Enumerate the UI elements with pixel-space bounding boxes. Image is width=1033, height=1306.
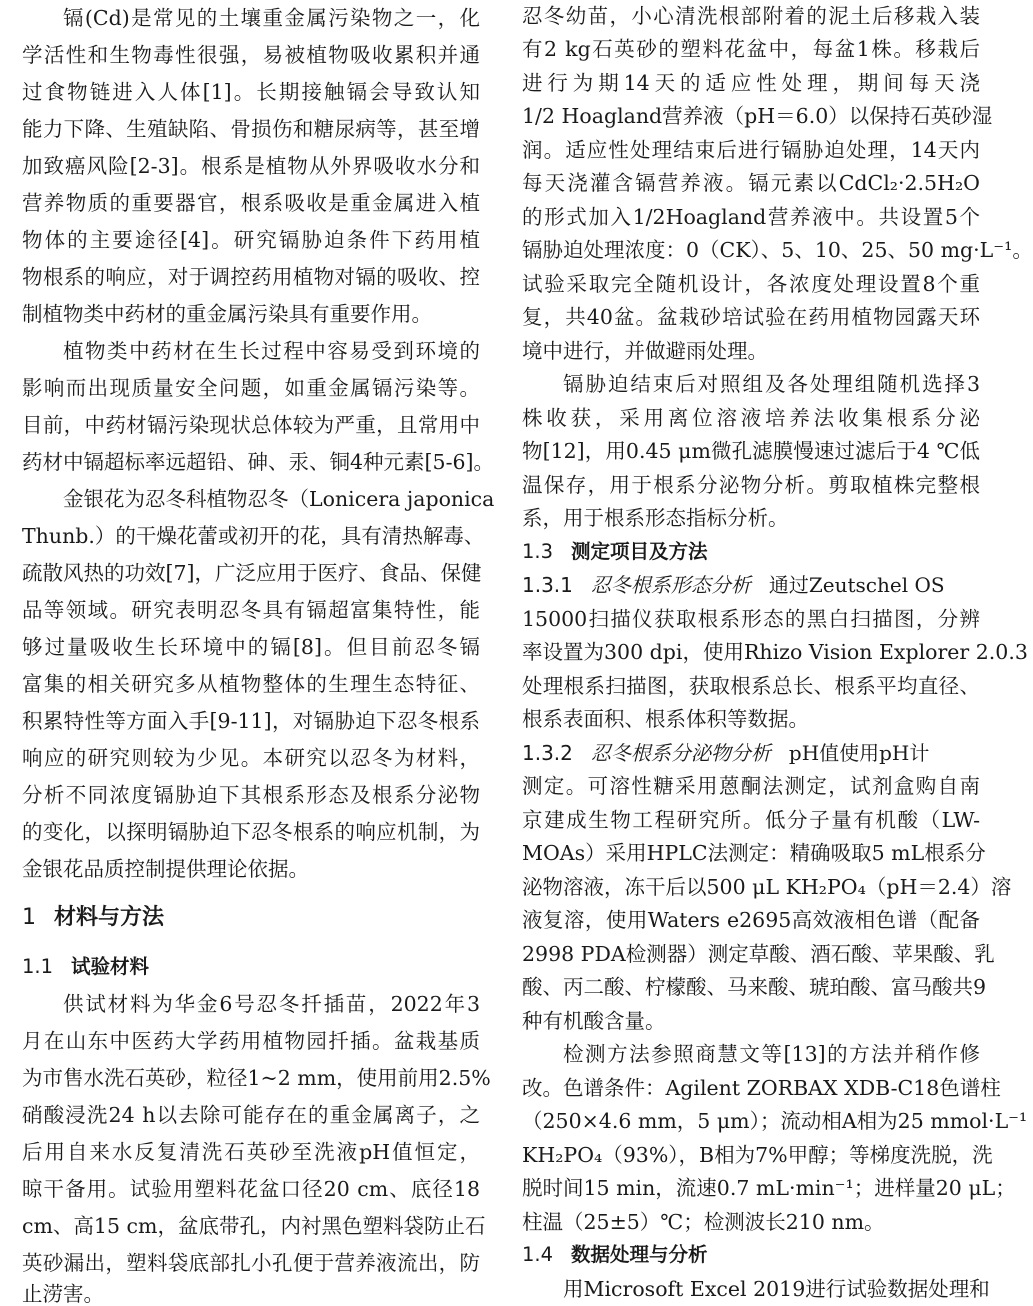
- left-column: [22, 0, 495, 1306]
- text-line: （250×4.6 mm，5 μm）；流动相A相为25 mmol·L⁻¹: [522, 1109, 1028, 1134]
- text-line: 富集的相关研究多从植物整体的生理生态特征、: [22, 672, 480, 696]
- text-line: 供试材料为华金6号忍冬扦插苗，2022年3: [63, 992, 480, 1016]
- text-line: 加致癌风险[2-3]。根系是植物从外界吸收水分和: [22, 154, 480, 178]
- text-line: 柱温（25±5）℃；检测波长210 nm。: [522, 1209, 885, 1234]
- text-line: 的变化，以探明镉胁迫下忍冬根系的响应机制，为: [22, 820, 480, 844]
- text-line: 根系表面积、根系体积等数据。: [522, 707, 809, 732]
- subsection-number: 1.1: [22, 955, 54, 978]
- text-line: 每天浇灌含镉营养液。镉元素以CdCl₂·2.5H₂O: [522, 171, 980, 196]
- text-line: 复，共40盆。盆栽砂培试验在药用植物园露天环: [522, 305, 980, 330]
- text-line: 忍冬幼苗，小心清洗根部附着的泥土后移栽入装: [522, 4, 980, 28]
- text-line: 15000扫描仪获取根系形态的黑白扫描图，分辨: [522, 606, 980, 631]
- subsection-heading: [522, 1239, 980, 1271]
- section-heading: [22, 897, 480, 939]
- subsubsection-title: 忍冬根系形态分析: [590, 573, 751, 598]
- text-line: 金银花品质控制提供理论依据。: [22, 857, 309, 881]
- text-line: 检测方法参照商慧文等[13]的方法并稍作修: [563, 1042, 980, 1067]
- text-line: 为市售水洗石英砂，粒径1~2 mm，使用前用2.5%: [22, 1066, 491, 1090]
- text-line: 株收获，采用离位溶液培养法收集根系分泌: [522, 405, 980, 430]
- text-line: 目前，中药材镉污染现状总体较为严重，且常用中: [22, 413, 480, 437]
- section-title: 材料与方法: [54, 905, 165, 930]
- heading-run-in-text: 通过Zeutschel OS: [768, 573, 945, 598]
- text-line: 改。色谱条件：Agilent ZORBAX XDB-C18色谱柱: [522, 1075, 1001, 1100]
- subsubsection-number: 1.3.2: [522, 740, 573, 765]
- text-line: 影响而出现质量安全问题，如重金属镉污染等。: [22, 376, 480, 400]
- text-line: 药材中镉超标率远超铅、砷、汞、铜4种元素[5-6]。: [22, 450, 495, 474]
- text-line: 用Microsoft Excel 2019进行试验数据处理和: [563, 1276, 990, 1301]
- text-line: 物体的主要途径[4]。研究镉胁迫条件下药用植: [22, 228, 480, 252]
- text-line: 泌物溶液，冻干后以500 μL KH₂PO₄（pH＝2.4）溶: [522, 874, 1012, 899]
- subsubsection-number: 1.3.1: [522, 573, 573, 598]
- text-line: 有2 kg石英砂的塑料花盆中，每盆1株。移栽后: [522, 37, 980, 62]
- text-line: 物[12]，用0.45 μm微孔滤膜慢速过滤后于4 ℃低: [522, 439, 980, 464]
- text-line: 京建成生物工程研究所。低分子量有机酸（LW-: [522, 807, 980, 832]
- text-line: 镉胁迫结束后对照组及各处理组随机选择3: [563, 372, 980, 397]
- subsection-heading: [522, 536, 980, 568]
- subsection-number: 1.4: [522, 1243, 554, 1267]
- text-line: cm、高15 cm，盆底带孔，内衬黑色塑料袋防止石: [22, 1214, 486, 1238]
- subsection-number: 1.3: [522, 539, 554, 563]
- text-line: 试验采取完全随机设计，各浓度处理设置8个重: [522, 271, 980, 296]
- text-line: 后用自来水反复清洗石英砂至洗液pH值恒定，: [22, 1140, 480, 1164]
- text-line: 液复溶，使用Waters e2695高效液相色谱（配备: [522, 908, 980, 933]
- right-column: [522, 0, 1033, 1306]
- text-line: 学活性和生物毒性很强，易被植物吸收累积并通: [22, 43, 480, 67]
- text-line: 种有机酸含量。: [522, 1008, 666, 1033]
- text-line: 系，用于根系形态指标分析。: [522, 506, 789, 531]
- text-line: 疏散风热的功效[7]，广泛应用于医疗、食品、保健: [22, 561, 482, 585]
- text-line: 金银花为忍冬科植物忍冬（Lonicera japonica: [63, 487, 495, 511]
- text-line: 分析不同浓度镉胁迫下其根系形态及根系分泌物: [22, 783, 480, 807]
- text-line: 进行为期14天的适应性处理，期间每天浇: [522, 70, 980, 95]
- text-line: 月在山东中医药大学药用植物园扦插。盆栽基质: [22, 1029, 480, 1053]
- text-line: 境中进行，并做避雨处理。: [522, 338, 768, 363]
- text-line: 品等领域。研究表明忍冬具有镉超富集特性，能: [22, 598, 480, 622]
- text-line: MOAs）采用HPLC法测定：精确吸取5 mL根系分: [522, 841, 986, 866]
- subsubsection-heading: [522, 569, 980, 601]
- text-line: 的形式加入1/2Hoagland营养液中。共设置5个: [522, 204, 980, 229]
- text-line: 能力下降、生殖缺陷、骨损伤和糖尿病等，甚至增: [22, 117, 480, 141]
- text-line: 温保存，用于根系分泌物分析。剪取植株完整根: [522, 472, 980, 497]
- subsubsection-title: 忍冬根系分泌物分析: [590, 740, 771, 765]
- text-line: 制植物类中药材的重金属污染具有重要作用。: [22, 302, 432, 326]
- text-line: 营养物质的重要器官，根系吸收是重金属进入植: [22, 191, 480, 215]
- text-line: 镉(Cd)是常见的土壤重金属污染物之一，化: [63, 6, 480, 30]
- text-line: 够过量吸收生长环境中的镉[8]。但目前忍冬镉: [22, 635, 480, 659]
- text-line: 止涝害。: [22, 1282, 104, 1306]
- text-line: 2998 PDA检测器）测定草酸、酒石酸、苹果酸、乳: [522, 941, 995, 966]
- text-line: 处理根系扫描图，获取根系总长、根系平均直径、: [522, 673, 980, 698]
- text-line: 响应的研究则较为少见。本研究以忍冬为材料，: [22, 746, 480, 770]
- text-line: 镉胁迫处理浓度：0（CK）、5、10、25、50 mg·L⁻¹。: [522, 238, 1033, 263]
- text-line: 物根系的响应，对于调控药用植物对镉的吸收、控: [22, 265, 480, 289]
- text-line: 积累特性等方面入手[9-11]，对镉胁迫下忍冬根系: [22, 709, 480, 733]
- text-line: Thunb.）的干燥花蕾或初开的花，具有清热解毒、: [22, 524, 485, 548]
- text-line: 润。适应性处理结束后进行镉胁迫处理，14天内: [522, 137, 980, 162]
- text-line: 植物类中药材在生长过程中容易受到环境的: [63, 339, 480, 363]
- text-line: 酸、丙二酸、柠檬酸、马来酸、琥珀酸、富马酸共9: [522, 975, 987, 1000]
- subsubsection-heading: [522, 737, 980, 769]
- subsection-title: 测定项目及方法: [571, 539, 708, 563]
- text-line: 测定。可溶性糖采用蒽酮法测定，试剂盒购自南: [522, 774, 980, 799]
- text-line: KH₂PO₄（93%），B相为7%甲醇；等梯度洗脱，洗: [522, 1142, 993, 1167]
- heading-run-in-text: pH值使用pH计: [788, 740, 930, 765]
- text-line: 英砂漏出，塑料袋底部扎小孔便于营养液流出，防: [22, 1251, 480, 1275]
- text-line: 晾干备用。试验用塑料花盆口径20 cm、底径18: [22, 1177, 480, 1201]
- text-line: 1/2 Hoagland营养液（pH＝6.0）以保持石英砂湿: [522, 104, 993, 129]
- text-line: 过食物链进入人体[1]。长期接触镉会导致认知: [22, 80, 480, 104]
- subsection-title: 试验材料: [71, 955, 150, 978]
- subsection-heading: [22, 949, 480, 985]
- text-line: 脱时间15 min，流速0.7 mL·min⁻¹；进样量20 μL；: [522, 1176, 1016, 1201]
- subsection-title: 数据处理与分析: [571, 1243, 708, 1267]
- text-line: 率设置为300 dpi，使用Rhizo Vision Explorer 2.0.3: [522, 640, 1028, 665]
- section-number: 1: [22, 905, 36, 930]
- text-line: 硝酸浸洗24 h以去除可能存在的重金属离子，之: [22, 1103, 480, 1127]
